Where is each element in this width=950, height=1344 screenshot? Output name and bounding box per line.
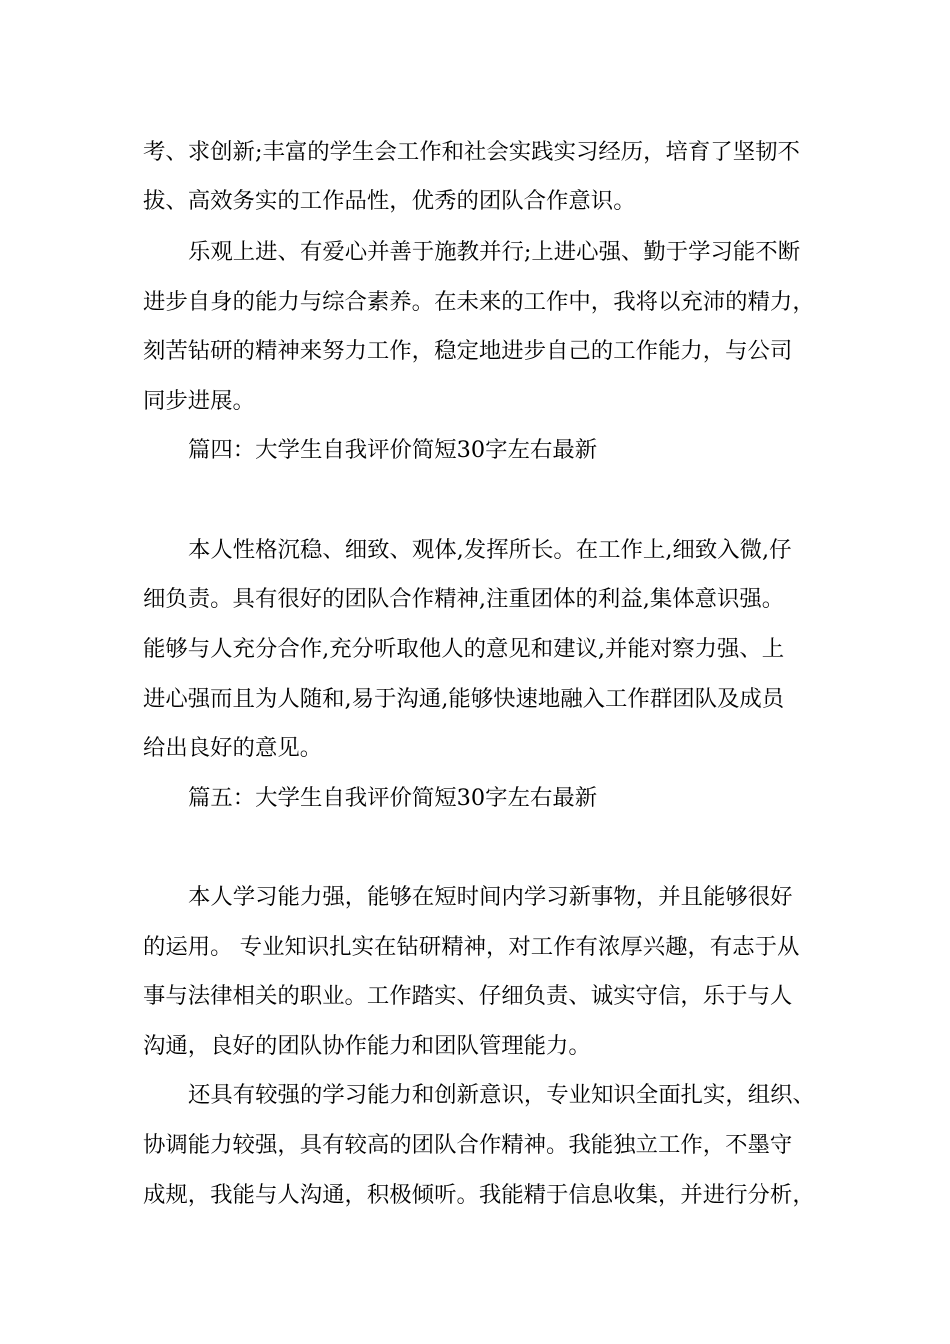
paragraph-line: 的运用。 专业知识扎实在钻研精神，对工作有浓厚兴趣，有志于从 bbox=[143, 934, 800, 960]
paragraph-line: 进心强而且为人随和,易于沟通,能够快速地融入工作群团队及成员 bbox=[143, 686, 785, 712]
paragraph-line: 事与法律相关的职业。工作踏实、仔细负责、诚实守信，乐于与人 bbox=[143, 983, 793, 1009]
paragraph-line: 同步进展。 bbox=[143, 388, 255, 414]
paragraph-line: 刻苦钻研的精神来努力工作，稳定地进步自己的工作能力，与公司 bbox=[143, 338, 793, 364]
paragraph-line: 给出良好的意见。 bbox=[143, 735, 323, 761]
paragraph-line: 本人性格沉稳、细致、观体,发挥所长。在工作上,细致入微,仔 bbox=[188, 537, 792, 563]
paragraph-line: 能够与人充分合作,充分听取他人的意见和建议,并能对察力强、上 bbox=[143, 636, 785, 662]
paragraph-line: 考、求创新;丰富的学生会工作和社会实践实习经历，培育了坚韧不 bbox=[143, 139, 800, 165]
section-heading: 篇五：大学生自我评价简短30字左右最新 bbox=[188, 785, 598, 811]
paragraph-line: 成规，我能与人沟通，积极倾听。我能精于信息收集，并进行分析， bbox=[143, 1182, 815, 1208]
paragraph-line: 乐观上进、有爱心并善于施教并行;上进心强、勤于学习能不断 bbox=[188, 239, 801, 265]
paragraph-line: 进步自身的能力与综合素养。在未来的工作中，我将以充沛的精力， bbox=[143, 289, 815, 315]
paragraph-line: 细负责。具有很好的团队合作精神,注重团体的利益,集体意识强。 bbox=[143, 586, 785, 612]
paragraph-line: 还具有较强的学习能力和创新意识，专业知识全面扎实，组织、 bbox=[188, 1082, 815, 1108]
section-heading: 篇四：大学生自我评价简短30字左右最新 bbox=[188, 437, 598, 463]
paragraph-line: 协调能力较强，具有较高的团队合作精神。我能独立工作，不墨守 bbox=[143, 1132, 793, 1158]
paragraph-line: 本人学习能力强，能够在短时间内学习新事物，并且能够很好 bbox=[188, 884, 793, 910]
paragraph-line: 拔、高效务实的工作品性，优秀的团队合作意识。 bbox=[143, 188, 636, 214]
paragraph-line: 沟通，良好的团队协作能力和团队管理能力。 bbox=[143, 1033, 591, 1059]
